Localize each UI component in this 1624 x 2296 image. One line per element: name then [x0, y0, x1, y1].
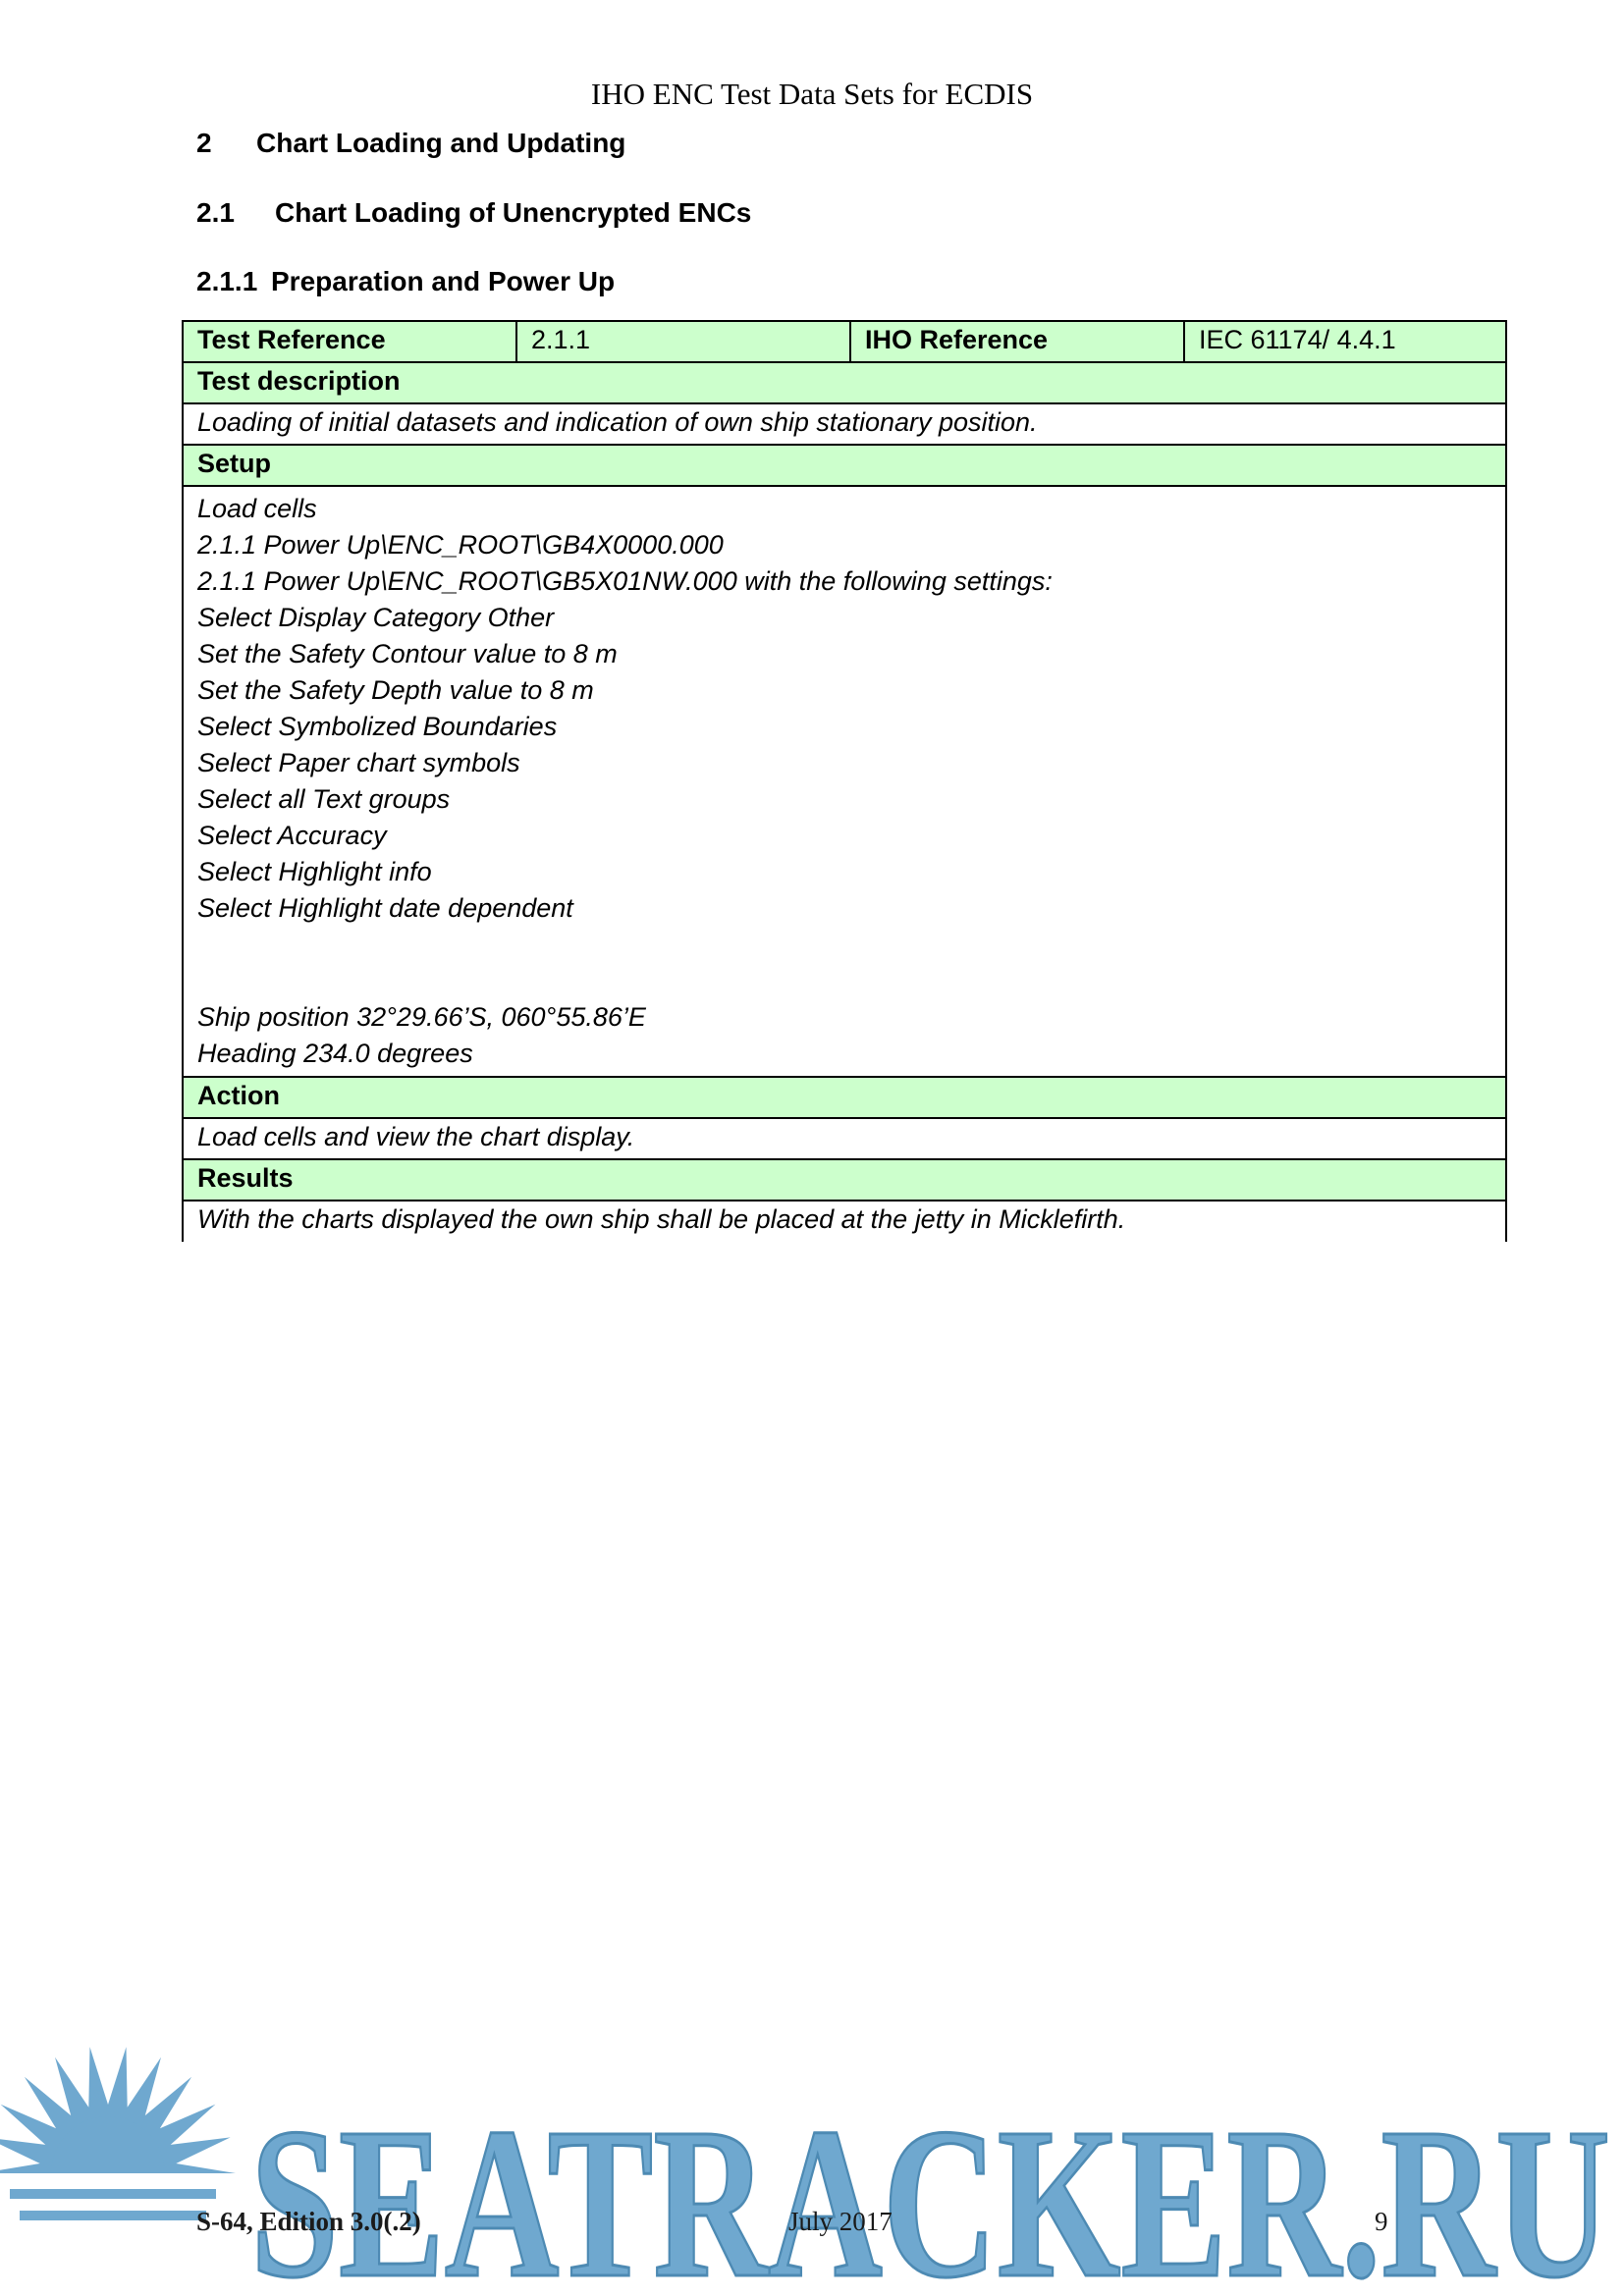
action-header: Action: [183, 1077, 1506, 1118]
description-text: Loading of initial datasets and indication of own ship stationary position.: [183, 403, 1506, 445]
setup-line: Set the Safety Contour value to 8 m: [197, 639, 618, 668]
setup-line: 2.1.1 Power Up\ENC_ROOT\GB5X01NW.000 with the following settings:: [197, 566, 1053, 596]
subsection-title: Chart Loading of Unencrypted ENCs: [275, 197, 752, 228]
subsection-number: 2.1: [196, 197, 235, 228]
iho-reference-label: IHO Reference: [850, 321, 1184, 362]
setup-line: Select Highlight info: [197, 857, 432, 886]
setup-line: Load cells: [197, 494, 317, 523]
section-title: Chart Loading and Updating: [256, 128, 626, 158]
setup-line: Select Highlight date dependent: [197, 893, 573, 923]
setup-line: Select Accuracy: [197, 821, 387, 850]
watermark-text: SEATRACKER.RU: [250, 2083, 1610, 2296]
setup-line: 2.1.1 Power Up\ENC_ROOT\GB4X0000.000: [197, 530, 724, 560]
setup-line: Set the Safety Depth value to 8 m: [197, 675, 594, 705]
seatracker-watermark: [0, 2042, 1624, 2296]
setup-line: [197, 963, 1491, 999]
footer-date: July 2017: [788, 2207, 893, 2236]
results-header: Results: [183, 1159, 1506, 1201]
iho-reference-value: IEC 61174/ 4.4.1: [1184, 321, 1506, 362]
test-reference-value: 2.1.1: [516, 321, 850, 362]
test-case-table: [182, 320, 1507, 1242]
subsubsection-number: 2.1.1: [196, 266, 258, 296]
setup-header: Setup: [183, 445, 1506, 486]
subsection-heading: [196, 197, 751, 229]
subsubsection-heading: [196, 266, 615, 297]
subsubsection-title: Preparation and Power Up: [271, 266, 616, 296]
page-header: IHO ENC Test Data Sets for ECDIS: [590, 77, 1034, 111]
test-reference-label: Test Reference: [183, 321, 516, 362]
section-heading: [196, 128, 625, 159]
setup-line: Ship position 32°29.66’S, 060°55.86’E: [197, 1002, 646, 1032]
section-number: 2: [196, 128, 212, 158]
setup-text: [183, 486, 1506, 1077]
results-text: With the charts displayed the own ship shall be placed at the jetty in Micklefirth.: [183, 1201, 1506, 1242]
setup-line: Select Paper chart symbols: [197, 748, 520, 777]
sun-logo-icon: [0, 2047, 236, 2296]
setup-line: [197, 927, 1491, 963]
action-text: Load cells and view the chart display.: [183, 1118, 1506, 1159]
setup-line: Select Display Category Other: [197, 603, 555, 632]
footer-page-number: 9: [1375, 2207, 1388, 2236]
setup-line: Heading 234.0 degrees: [197, 1039, 473, 1068]
setup-line: Select all Text groups: [197, 784, 451, 814]
setup-line: Select Symbolized Boundaries: [197, 712, 558, 741]
description-header: Test description: [183, 362, 1506, 403]
footer-edition: S-64, Edition 3.0(.2): [196, 2207, 421, 2236]
